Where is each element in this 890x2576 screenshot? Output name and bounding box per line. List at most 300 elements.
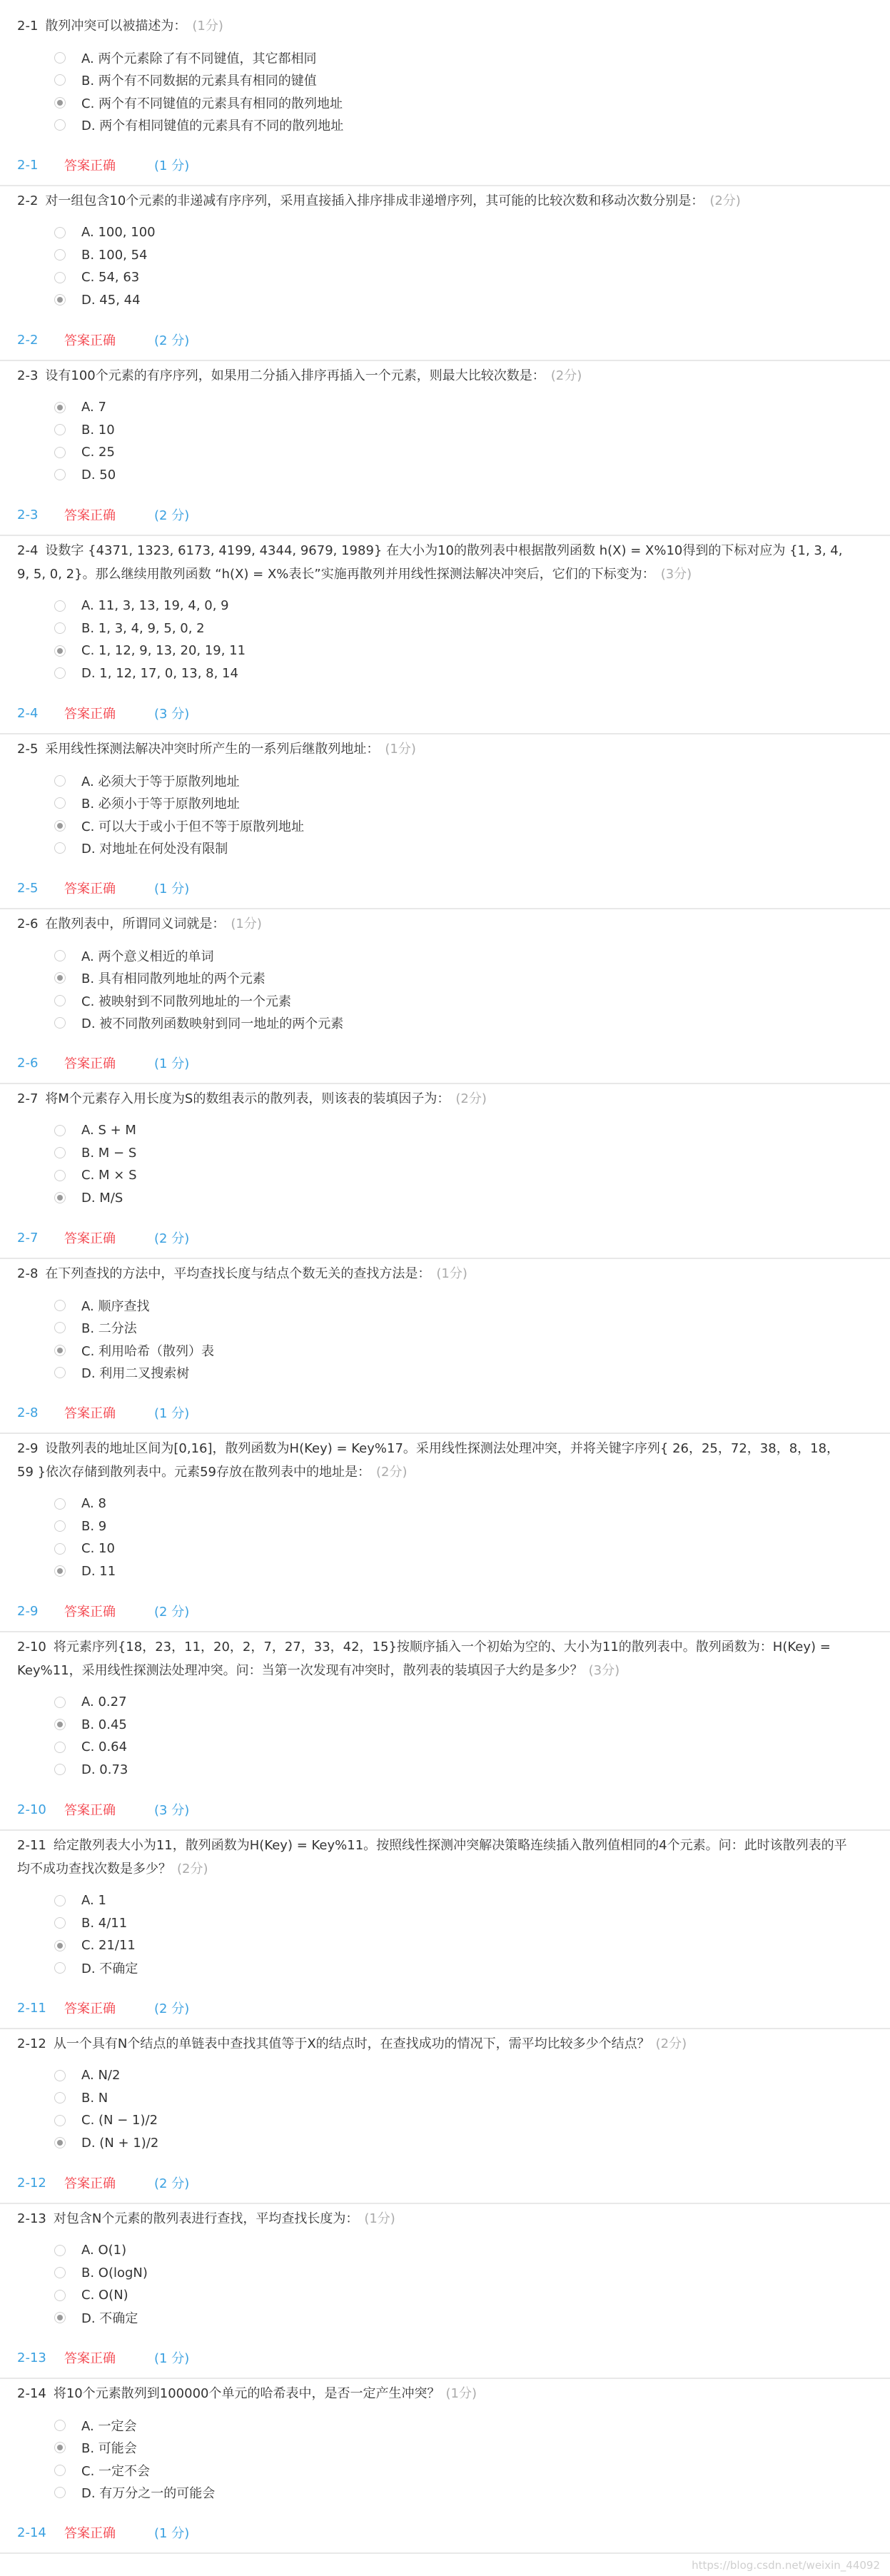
radio-button[interactable]	[54, 424, 66, 435]
question-points: (3分)	[660, 567, 692, 582]
result-status: 答案正确	[64, 1605, 116, 1620]
question-item	[17, 1084, 873, 1259]
radio-button[interactable]	[54, 97, 66, 108]
option-item[interactable]	[54, 221, 873, 244]
option-item[interactable]	[54, 1119, 873, 1142]
option-item[interactable]	[54, 2132, 873, 2155]
radio-button[interactable]	[54, 272, 66, 283]
question-number: 2-8	[17, 1266, 39, 1281]
radio-button[interactable]	[54, 1962, 66, 1974]
radio-button[interactable]	[54, 249, 66, 261]
radio-button[interactable]	[54, 645, 66, 657]
question-stem	[17, 1087, 873, 1111]
radio-button[interactable]	[54, 1719, 66, 1730]
question-number: 2-11	[17, 1838, 46, 1853]
option-label: D. 有万分之一的可能会	[81, 2486, 216, 2502]
result-status: 答案正确	[64, 2176, 116, 2191]
result-points: (1 分)	[154, 1406, 190, 1421]
question-item	[17, 2379, 873, 2554]
options-list	[54, 396, 873, 486]
option-label: B. 4/11	[81, 1915, 128, 1931]
radio-button[interactable]	[54, 2267, 66, 2278]
question-item	[17, 361, 873, 536]
options-list	[54, 769, 873, 859]
option-item[interactable]	[54, 396, 873, 419]
options-list	[54, 2239, 873, 2329]
option-item[interactable]	[54, 1339, 873, 1362]
option-label: C. 1, 12, 9, 13, 20, 19, 11	[81, 643, 246, 659]
option-item[interactable]	[54, 2262, 873, 2285]
radio-button[interactable]	[54, 2487, 66, 2498]
question-points: (2分)	[455, 1091, 487, 1106]
result-row	[0, 1043, 890, 1084]
radio-button[interactable]	[54, 1520, 66, 1532]
option-label: D. 两个有相同键值的元素具有不同的散列地址	[81, 118, 344, 134]
option-item[interactable]	[54, 640, 873, 662]
question-text: 采用线性探测法解决冲突时所产生的一系列后继散列地址：	[45, 742, 380, 757]
option-item[interactable]	[54, 2414, 873, 2437]
option-item[interactable]	[54, 1187, 873, 1210]
result-status: 答案正确	[64, 1231, 116, 1246]
option-label: B. O(logN)	[81, 2265, 148, 2280]
question-number: 2-14	[17, 2386, 46, 2401]
option-label: C. 21/11	[81, 1938, 136, 1954]
radio-button[interactable]	[54, 775, 66, 787]
option-item[interactable]	[54, 2482, 873, 2505]
option-item[interactable]	[54, 2459, 873, 2482]
option-item[interactable]	[54, 989, 873, 1012]
option-label: A. 两个元素除了有不同键值，其它都相同	[81, 51, 317, 66]
radio-button[interactable]	[54, 842, 66, 854]
result-points: (1 分)	[154, 2351, 190, 2366]
result-number: 2-12	[17, 2175, 46, 2191]
result-number: 2-10	[17, 1802, 46, 1817]
question-number: 2-2	[17, 193, 39, 208]
result-points: (2 分)	[154, 1605, 190, 1620]
question-stem	[17, 539, 873, 586]
radio-button[interactable]	[54, 1764, 66, 1775]
radio-button[interactable]	[54, 2465, 66, 2476]
option-item[interactable]	[54, 1957, 873, 1980]
question-points: (1分)	[445, 2386, 477, 2401]
option-item[interactable]	[54, 1142, 873, 1165]
radio-button[interactable]	[54, 1322, 66, 1333]
question-number: 2-1	[17, 19, 39, 34]
question-text: 设有100个元素的有序序列，如果用二分插入排序再插入一个元素，则最大比较次数是：	[45, 368, 545, 383]
result-number: 2-1	[17, 157, 39, 173]
option-label: B. 10	[81, 422, 115, 438]
result-number: 2-3	[17, 507, 39, 522]
option-item[interactable]	[54, 1317, 873, 1340]
result-row	[0, 2512, 890, 2554]
option-label: D. M/S	[81, 1190, 123, 1206]
result-row	[0, 1393, 890, 1434]
result-row	[0, 1218, 890, 1259]
question-text: 散列冲突可以被描述为：	[45, 19, 187, 34]
question-stem	[17, 2032, 873, 2056]
radio-button[interactable]	[54, 995, 66, 1006]
radio-button[interactable]	[54, 294, 66, 305]
radio-button[interactable]	[54, 2115, 66, 2126]
result-number: 2-11	[17, 2000, 46, 2016]
result-status: 答案正确	[64, 1803, 116, 1818]
option-item[interactable]	[54, 814, 873, 837]
option-item[interactable]	[54, 2284, 873, 2307]
options-list	[54, 595, 873, 685]
option-label: C. 两个有不同键值的元素具有相同的散列地址	[81, 96, 343, 111]
option-label: A. S + M	[81, 1123, 136, 1138]
question-number: 2-3	[17, 368, 39, 383]
radio-button[interactable]	[54, 2312, 66, 2323]
question-stem	[17, 1262, 873, 1286]
question-points: (3分)	[588, 1663, 620, 1678]
result-number: 2-5	[17, 880, 39, 896]
question-text: 将M个元素存入用长度为S的数组表示的散列表，则该表的装填因子为：	[45, 1091, 450, 1106]
question-text: 将10个元素散列到100000个单元的哈希表中，是否一定产生冲突？	[53, 2386, 440, 2401]
option-item[interactable]	[54, 1691, 873, 1714]
question-text: 设散列表的地址区间为[0,16]，散列函数为H(Key) = Key%17。采用线性探测法处理冲突，并将关键字序列{ 26，25，72，38，8，18，59 }依次存储到散列表中。元素59存放在散列表中的地址是：	[17, 1441, 840, 1480]
option-label: B. N	[81, 2090, 108, 2106]
result-status: 答案正确	[64, 2001, 116, 2016]
radio-button[interactable]	[54, 1125, 66, 1136]
option-item[interactable]	[54, 1492, 873, 1515]
radio-button[interactable]	[54, 972, 66, 984]
option-label: C. 被映射到不同散列地址的一个元素	[81, 994, 292, 1009]
question-stem	[17, 737, 873, 761]
option-label: A. 7	[81, 400, 106, 415]
option-item[interactable]	[54, 2064, 873, 2087]
result-row	[0, 1789, 890, 1831]
option-label: C. 10	[81, 1541, 115, 1557]
question-stem	[17, 2382, 873, 2405]
result-row	[0, 868, 890, 909]
result-points: (1 分)	[154, 882, 190, 896]
options-list	[54, 46, 873, 136]
result-row	[0, 145, 890, 186]
option-item[interactable]	[54, 2239, 873, 2262]
question-number: 2-12	[17, 2036, 46, 2051]
question-stem	[17, 1834, 873, 1881]
option-label: B. 两个有不同数据的元素具有相同的键值	[81, 74, 317, 89]
option-item[interactable]	[54, 266, 873, 289]
radio-button[interactable]	[54, 1543, 66, 1555]
question-stem	[17, 912, 873, 936]
options-list	[54, 1294, 873, 1384]
option-item[interactable]	[54, 1537, 873, 1560]
option-label: B. 0.45	[81, 1717, 127, 1732]
option-item[interactable]	[54, 1934, 873, 1957]
option-label: A. 11, 3, 13, 19, 4, 0, 9	[81, 598, 229, 614]
radio-button[interactable]	[54, 2092, 66, 2103]
question-points: (2分)	[177, 1862, 208, 1877]
radio-button[interactable]	[54, 469, 66, 480]
question-text: 在散列表中，所谓同义词就是：	[45, 916, 226, 931]
option-item[interactable]	[54, 837, 873, 860]
option-label: B. 100, 54	[81, 247, 148, 263]
question-number: 2-13	[17, 2211, 46, 2226]
result-status: 答案正确	[64, 882, 116, 896]
option-item[interactable]	[54, 69, 873, 92]
option-label: D. 1, 12, 17, 0, 13, 8, 14	[81, 665, 238, 681]
question-item	[17, 909, 873, 1084]
radio-button[interactable]	[54, 1192, 66, 1203]
option-label: A. 100, 100	[81, 225, 156, 241]
option-item[interactable]	[54, 769, 873, 792]
result-number: 2-13	[17, 2350, 46, 2365]
option-label: D. 不确定	[81, 2311, 138, 2327]
option-item[interactable]	[54, 1912, 873, 1935]
option-label: C. 54, 63	[81, 270, 140, 286]
option-item[interactable]	[54, 617, 873, 640]
option-item[interactable]	[54, 244, 873, 267]
option-item[interactable]	[54, 2437, 873, 2460]
question-number: 2-7	[17, 1091, 39, 1106]
radio-button[interactable]	[54, 119, 66, 131]
question-number: 2-5	[17, 742, 39, 757]
option-item[interactable]	[54, 1714, 873, 1737]
option-label: C. 0.64	[81, 1739, 128, 1755]
question-item	[17, 186, 873, 361]
options-list	[54, 221, 873, 311]
question-item	[17, 2029, 873, 2204]
option-label: D. (N + 1)/2	[81, 2135, 159, 2151]
option-label: C. 利用哈希（散列）表	[81, 1343, 215, 1359]
options-list	[54, 1119, 873, 1209]
option-label: B. 必须小于等于原散列地址	[81, 797, 240, 812]
question-points: (2分)	[655, 2036, 687, 2051]
watermark: https://blog.csdn.net/weixin_44092	[692, 2559, 880, 2572]
result-row	[0, 1591, 890, 1632]
question-item	[17, 11, 873, 186]
question-item	[17, 1434, 873, 1632]
result-number: 2-9	[17, 1603, 39, 1619]
option-label: C. M × S	[81, 1168, 137, 1183]
result-number: 2-14	[17, 2525, 46, 2540]
radio-button[interactable]	[54, 74, 66, 86]
radio-button[interactable]	[54, 950, 66, 961]
question-points: (1分)	[364, 2211, 395, 2226]
question-stem	[17, 14, 873, 38]
question-stem	[17, 364, 873, 388]
question-text: 给定散列表大小为11，散列函数为H(Key) = Key%11。按照线性探测冲突解决策略连续插入散列值相同的4个元素。问：此时该散列表的平均不成功查找次数是多少？	[17, 1838, 847, 1877]
option-item[interactable]	[54, 2087, 873, 2110]
question-points: (2分)	[375, 1465, 408, 1480]
options-list	[54, 1492, 873, 1582]
result-status: 答案正确	[64, 333, 116, 348]
option-item[interactable]	[54, 289, 873, 312]
option-item[interactable]	[54, 662, 873, 685]
result-points: (1 分)	[154, 2526, 190, 2541]
question-points: (1分)	[436, 1266, 467, 1281]
radio-button[interactable]	[54, 1940, 66, 1951]
result-status: 答案正确	[64, 158, 116, 173]
option-label: A. 一定会	[81, 2418, 137, 2434]
option-label: A. N/2	[81, 2068, 121, 2083]
question-item	[17, 1831, 873, 2029]
radio-button[interactable]	[54, 1917, 66, 1929]
option-label: C. 25	[81, 445, 115, 460]
option-item[interactable]	[54, 46, 873, 69]
option-label: C. (N − 1)/2	[81, 2113, 158, 2128]
option-label: B. 9	[81, 1518, 107, 1534]
option-item[interactable]	[54, 2109, 873, 2132]
option-label: D. 11	[81, 1563, 116, 1579]
radio-button[interactable]	[54, 1300, 66, 1311]
radio-button[interactable]	[54, 402, 66, 413]
option-item[interactable]	[54, 1889, 873, 1912]
result-row	[0, 2163, 890, 2204]
option-item[interactable]	[54, 944, 873, 967]
result-points: (2 分)	[154, 508, 190, 523]
result-points: (2 分)	[154, 1231, 190, 1246]
question-text: 将元素序列{18，23，11，20，2，7，27，33，42，15}按顺序插入一个初始为空的、大小为11的散列表中。散列函数为：H(Key) = Key%11，采用线性探测法处理冲突。问：当第一次发现有冲突时，散列表的装填因子大约是多少？	[17, 1640, 831, 1678]
question-item	[17, 1632, 873, 1831]
option-item[interactable]	[54, 792, 873, 815]
question-text: 对包含N个元素的散列表进行查找，平均查找长度为：	[53, 2211, 359, 2226]
option-label: A. 1	[81, 1893, 106, 1909]
option-label: C. O(N)	[81, 2288, 128, 2303]
option-item[interactable]	[54, 1736, 873, 1759]
result-number: 2-8	[17, 1405, 39, 1420]
radio-button[interactable]	[54, 1498, 66, 1510]
question-points: (2分)	[709, 193, 741, 208]
option-label: D. 45, 44	[81, 292, 141, 308]
option-label: C. 可以大于或小于但不等于原散列地址	[81, 819, 305, 834]
option-item[interactable]	[54, 419, 873, 442]
result-number: 2-6	[17, 1055, 39, 1071]
option-label: D. 利用二叉搜索树	[81, 1366, 190, 1382]
result-points: (1 分)	[154, 158, 190, 173]
option-item[interactable]	[54, 1012, 873, 1035]
result-status: 答案正确	[64, 707, 116, 722]
radio-button[interactable]	[54, 1367, 66, 1378]
radio-button[interactable]	[54, 227, 66, 238]
question-points: (1分)	[192, 19, 223, 34]
question-stem	[17, 189, 873, 213]
option-label: B. 二分法	[81, 1321, 137, 1337]
option-item[interactable]	[54, 1294, 873, 1317]
option-label: D. 50	[81, 467, 116, 483]
option-item[interactable]	[54, 595, 873, 617]
question-number: 2-4	[17, 543, 39, 558]
result-status: 答案正确	[64, 1406, 116, 1421]
option-label: A. 8	[81, 1496, 106, 1512]
question-number: 2-9	[17, 1441, 39, 1456]
question-number: 2-6	[17, 916, 39, 931]
option-item[interactable]	[54, 1164, 873, 1187]
question-text: 在下列查找的方法中，平均查找长度与结点个数无关的查找方法是：	[45, 1266, 431, 1281]
radio-button[interactable]	[54, 797, 66, 809]
result-row	[0, 1988, 890, 2029]
result-status: 答案正确	[64, 2351, 116, 2366]
result-status: 答案正确	[64, 508, 116, 523]
result-row	[0, 693, 890, 734]
options-list	[54, 944, 873, 1034]
option-label: B. 可能会	[81, 2441, 137, 2457]
radio-button[interactable]	[54, 2245, 66, 2256]
result-number: 2-7	[17, 1230, 39, 1246]
radio-button[interactable]	[54, 600, 66, 612]
result-points: (3 分)	[154, 1803, 190, 1818]
result-points: (1 分)	[154, 1056, 190, 1071]
question-item	[17, 734, 873, 909]
radio-button[interactable]	[54, 1147, 66, 1158]
option-item[interactable]	[54, 464, 873, 487]
option-label: A. 顺序查找	[81, 1298, 150, 1314]
radio-button[interactable]	[54, 2137, 66, 2148]
option-item[interactable]	[54, 91, 873, 114]
option-label: A. O(1)	[81, 2243, 127, 2258]
question-points: (2分)	[550, 368, 582, 383]
radio-button[interactable]	[54, 52, 66, 64]
result-points: (3 分)	[154, 707, 190, 722]
radio-button[interactable]	[54, 2070, 66, 2081]
question-stem	[17, 1635, 873, 1682]
radio-button[interactable]	[54, 1895, 66, 1906]
result-number: 2-2	[17, 332, 39, 348]
option-item[interactable]	[54, 441, 873, 464]
option-item[interactable]	[54, 114, 873, 137]
result-number: 2-4	[17, 705, 39, 721]
option-item[interactable]	[54, 1560, 873, 1583]
radio-button[interactable]	[54, 1345, 66, 1356]
question-text: 设数字 {4371, 1323, 6173, 4199, 4344, 9679, 1989} 在大小为10的散列表中根据散列函数 h(X) = X%10得到的下标对应为 {1, 3, 4, 9, 5, 0, 2}。那么继续用散列函数 “h(X) = X%表长”实施再散列并用线性探测法解决冲突后，它们的下标变为：	[17, 543, 843, 582]
radio-button[interactable]	[54, 667, 66, 679]
option-item[interactable]	[54, 1515, 873, 1538]
option-item[interactable]	[54, 2307, 873, 2330]
result-points: (2 分)	[154, 333, 190, 348]
radio-button[interactable]	[54, 447, 66, 458]
option-item[interactable]	[54, 1759, 873, 1782]
question-text: 从一个具有N个结点的单链表中查找其值等于X的结点时，在查找成功的情况下，需平均比较多少个结点？	[53, 2036, 650, 2051]
result-points: (2 分)	[154, 2176, 190, 2191]
radio-button[interactable]	[54, 1565, 66, 1577]
result-status: 答案正确	[64, 2526, 116, 2541]
result-row	[0, 320, 890, 361]
options-list	[54, 1691, 873, 1781]
question-points: (1分)	[385, 742, 416, 757]
radio-button[interactable]	[54, 1697, 66, 1708]
options-list	[54, 2064, 873, 2154]
radio-button[interactable]	[54, 2420, 66, 2431]
radio-button[interactable]	[54, 1742, 66, 1753]
radio-button[interactable]	[54, 2442, 66, 2453]
question-stem	[17, 2207, 873, 2231]
radio-button[interactable]	[54, 622, 66, 634]
option-item[interactable]	[54, 1362, 873, 1385]
question-points: (1分)	[231, 916, 262, 931]
result-row	[0, 2338, 890, 2379]
question-item	[17, 536, 873, 734]
question-item	[17, 1259, 873, 1434]
radio-button[interactable]	[54, 2290, 66, 2301]
radio-button[interactable]	[54, 1170, 66, 1181]
option-label: B. 1, 3, 4, 9, 5, 0, 2	[81, 620, 205, 636]
options-list	[54, 2414, 873, 2504]
result-status: 答案正确	[64, 1056, 116, 1071]
option-label: D. 对地址在何处没有限制	[81, 842, 228, 857]
radio-button[interactable]	[54, 820, 66, 832]
radio-button[interactable]	[54, 1017, 66, 1029]
option-label: A. 0.27	[81, 1694, 127, 1710]
option-label: C. 一定不会	[81, 2463, 151, 2479]
option-item[interactable]	[54, 967, 873, 990]
option-label: A. 必须大于等于原散列地址	[81, 774, 240, 789]
options-list	[54, 1889, 873, 1979]
result-row	[0, 495, 890, 536]
question-text: 对一组包含10个元素的非递减有序序列，采用直接插入排序排成非递增序列，其可能的比较次数和移动次数分别是：	[45, 193, 704, 208]
question-item	[17, 2204, 873, 2379]
